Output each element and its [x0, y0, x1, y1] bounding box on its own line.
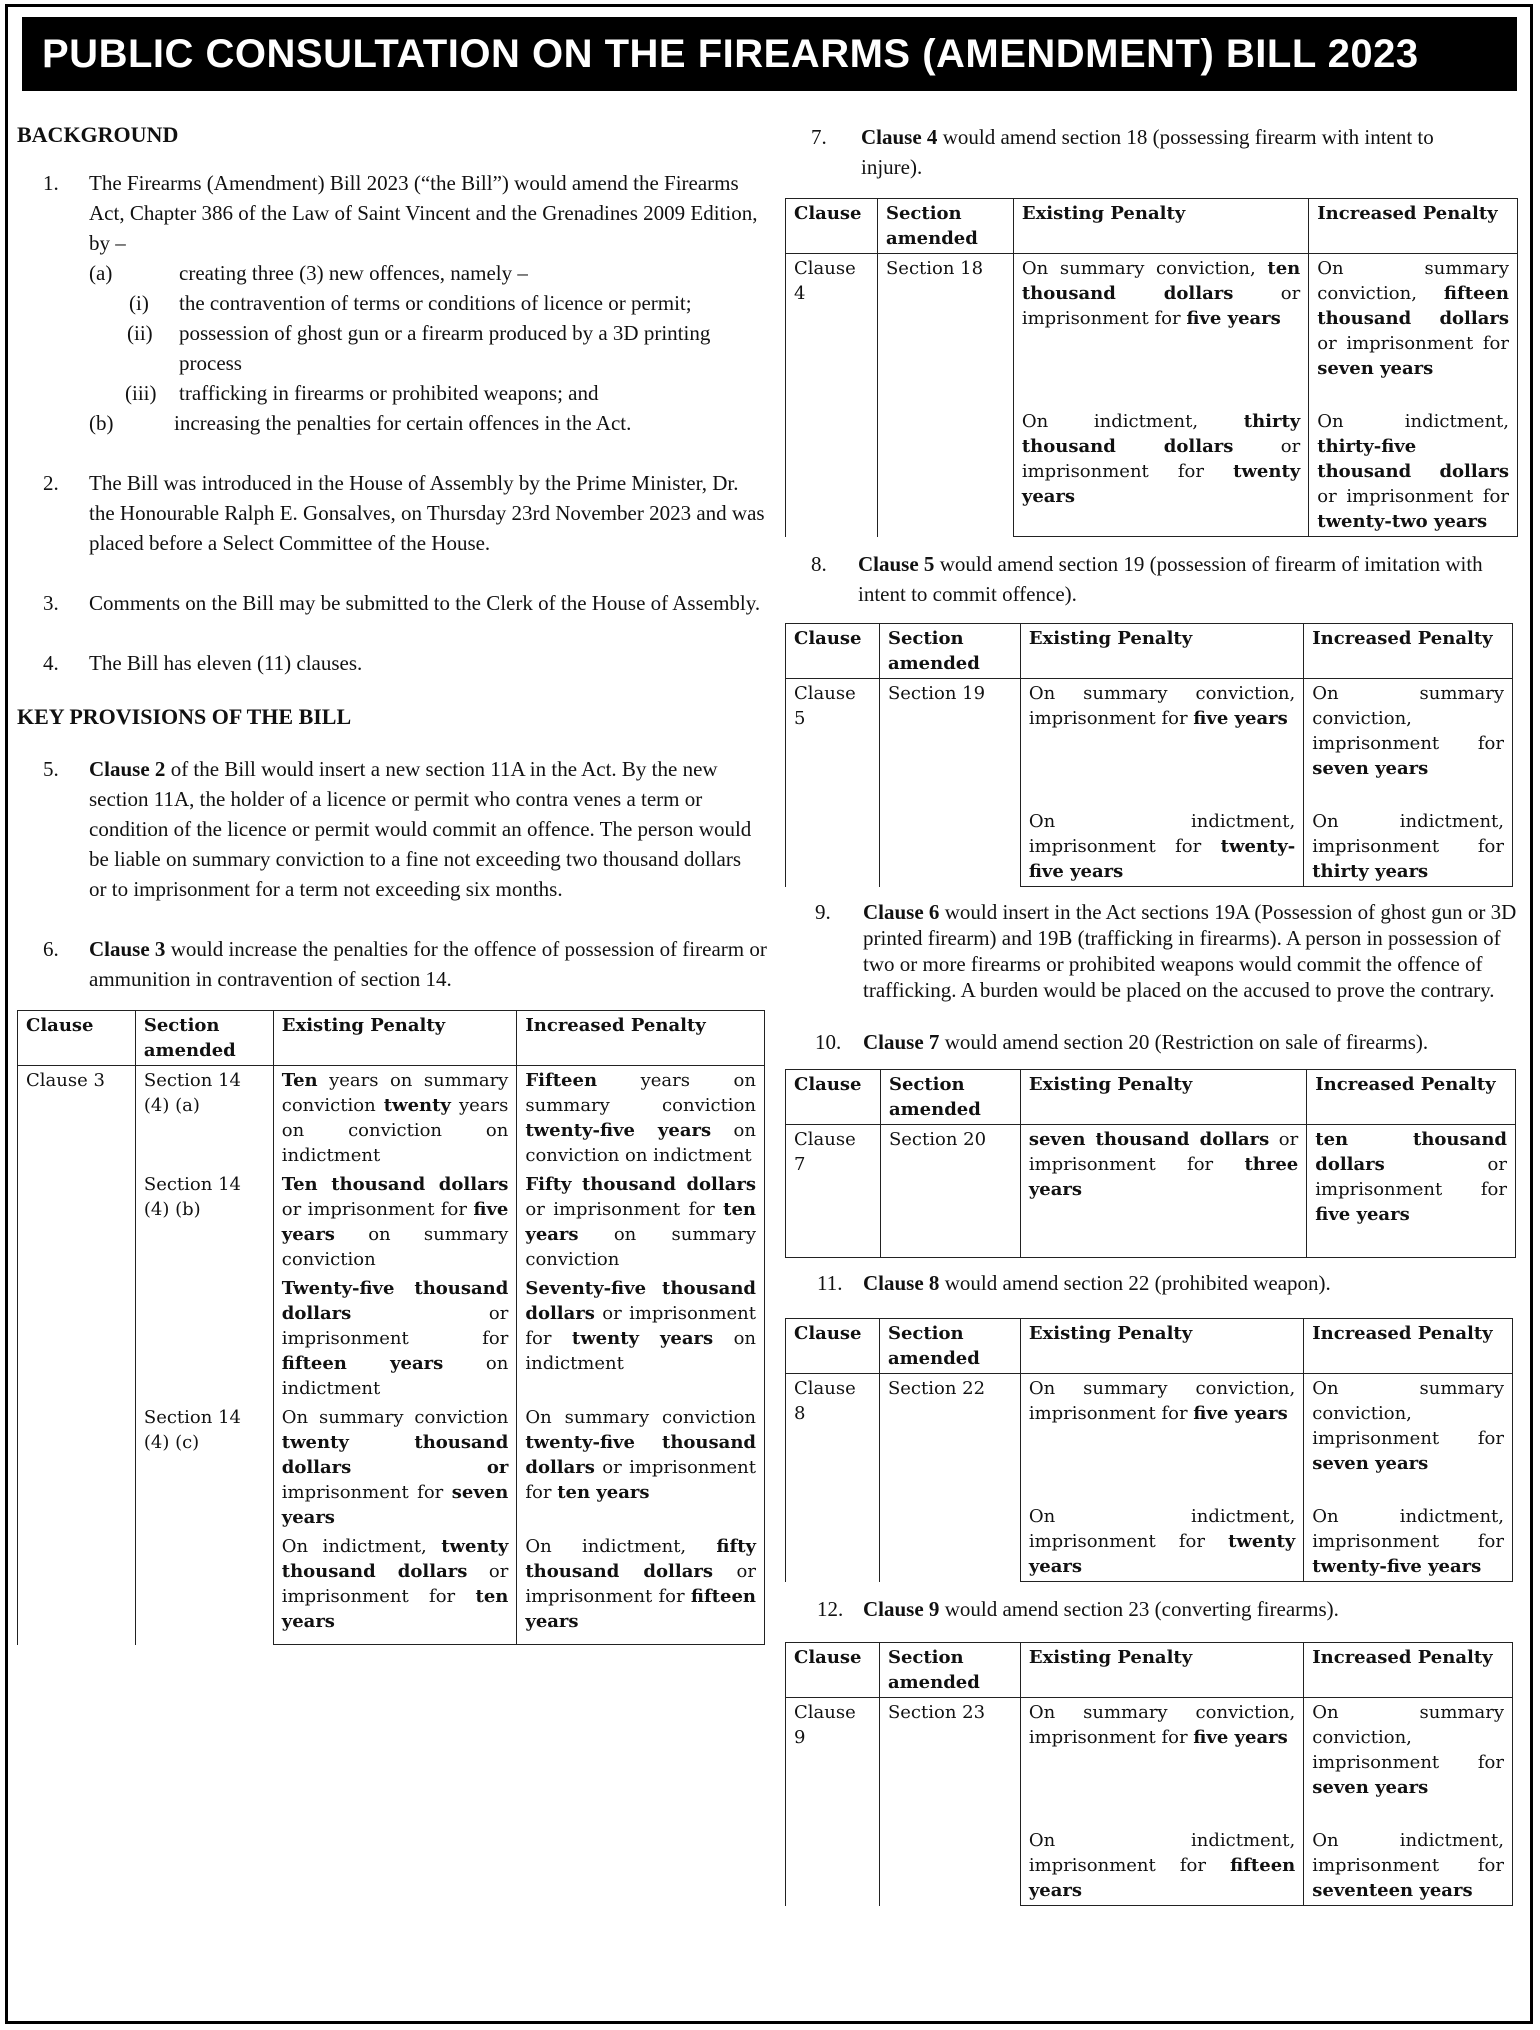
clause-9-table [785, 1642, 1513, 1906]
paragraph-number: 7. [811, 125, 827, 149]
header-clause: Clause [786, 624, 880, 679]
header-increased: Increased Penalty [1304, 1319, 1513, 1374]
clause-ref: Clause 9 [863, 1597, 940, 1621]
header-existing: Existing Penalty [1013, 199, 1308, 254]
paragraph-number: 10. [815, 1030, 842, 1054]
paragraph-8 [785, 549, 1520, 609]
clause-cell: Clause 3 [18, 1066, 136, 1645]
paragraph-text: would amend section 20 (Restriction on sale of firearms). [939, 1030, 1429, 1054]
clause-cell: Clause 4 [786, 254, 878, 537]
item-b [17, 408, 762, 438]
item-label: (iii) [125, 381, 157, 405]
section-cell: Section 20 [880, 1125, 1020, 1258]
header-increased: Increased Penalty [517, 1011, 765, 1066]
paragraph-text: would increase the penalties for the offence of possession of firearm or ammunition in contravention of section 14. [89, 937, 767, 991]
clause-ref: Clause 2 [89, 757, 166, 781]
table-row: On indictment, imprisonment for fifteen years On indictment, imprisonment for seventeen years [786, 1802, 1513, 1906]
table-row: On indictment, imprisonment for twenty years On indictment, imprisonment for twenty-five years [786, 1478, 1513, 1582]
clause-ref: Clause 5 [858, 552, 935, 576]
header-existing: Existing Penalty [273, 1011, 517, 1066]
clause-cell: Clause 8 [786, 1374, 880, 1582]
page-title: PUBLIC CONSULTATION ON THE FIREARMS (AMENDMENT) BILL 2023 [22, 17, 1517, 91]
header-section: Section amended [879, 1643, 1020, 1698]
paragraph-number: 11. [817, 1271, 843, 1295]
paragraph-9 [785, 899, 1520, 1003]
paragraph-text: would insert in the Act sections 19A (Possession of ghost gun or 3D printed firearm) and 19B (trafficking in firearms). A person in possession of two or more firearms or prohibited weapons would commit the offence of trafficking. A burden would be placed on the accused to prove the contrary. [863, 900, 1517, 1002]
paragraph-number: 5. [43, 757, 59, 781]
table-row: Clause 4 Section 18 On summary conviction, ten thousand dollars or imprisonment for five years On summary conviction, fifteen thousand dollars or imprisonment for seven years [786, 254, 1518, 384]
item-label: (ii) [127, 321, 153, 345]
clause-3-table [17, 1010, 765, 1645]
item-iii [17, 378, 762, 408]
header-clause: Clause [786, 1070, 881, 1125]
table-row: On indictment, thirty thousand dollars or imprisonment for twenty years On indictment, thirty-five thousand dollars or imprisonment for twenty-two years [786, 383, 1518, 537]
paragraph-text: The Bill has eleven (11) clauses. [89, 651, 363, 675]
paragraph-number: 3. [43, 591, 59, 615]
header-section: Section amended [877, 199, 1013, 254]
paragraph-text: would amend section 18 (possessing firearm with intent to injure). [861, 125, 1434, 179]
table-row: On indictment, twenty thousand dollars or imprisonment for ten years On indictment, fifty thousand dollars or imprisonment for fifteen years [18, 1532, 765, 1645]
clause-ref: Clause 6 [863, 900, 940, 924]
section-cell: Section 14 (4) (c) [135, 1403, 273, 1645]
paragraph-text: would amend section 23 (converting firearms). [939, 1597, 1339, 1621]
key-provisions-heading: KEY PROVISIONS OF THE BILL [17, 704, 352, 729]
item-text: trafficking in firearms or prohibited weapons; and [179, 381, 599, 405]
paragraph-text: would amend section 22 (prohibited weapon). [939, 1271, 1331, 1295]
section-cell: Section 19 [879, 679, 1020, 887]
table-row: Clause 7 Section 20 seven thousand dollars or imprisonment for three years ten thousand dollars or imprisonment for five years [786, 1125, 1516, 1258]
header-existing: Existing Penalty [1020, 1643, 1303, 1698]
clause-cell: Clause 5 [786, 679, 880, 887]
clause-cell: Clause 7 [786, 1125, 881, 1258]
header-section: Section amended [879, 1319, 1020, 1374]
item-label: (i) [129, 291, 149, 315]
table-row: Clause 3 Section 14 (4) (a) Ten years on summary conviction twenty years on conviction on indictment Fifteen years on summary conviction twenty-five years on conviction on indictment [18, 1066, 765, 1171]
header-section: Section amended [880, 1070, 1020, 1125]
paragraph-10 [785, 1029, 1520, 1055]
paragraph-3 [17, 588, 762, 618]
header-section: Section amended [135, 1011, 273, 1066]
header-clause: Clause [18, 1011, 136, 1066]
header-section: Section amended [879, 624, 1020, 679]
paragraph-4 [17, 648, 762, 678]
header-clause: Clause [786, 199, 878, 254]
table-row: On indictment, imprisonment for twenty-five years On indictment, imprisonment for thirty years [786, 783, 1513, 887]
table-row: Clause 8 Section 22 On summary conviction, imprisonment for five years On summary conviction, imprisonment for seven years [786, 1374, 1513, 1479]
section-cell: Section 14 (4) (a) [135, 1066, 273, 1171]
item-text: creating three (3) new offences, namely – [179, 261, 528, 285]
header-existing: Existing Penalty [1020, 1319, 1303, 1374]
table-row: Section 14 (4) (c) On summary conviction twenty thousand dollars or imprisonment for seven years On summary conviction twenty-five thousand dollars or imprisonment for ten years [18, 1403, 765, 1532]
item-a [17, 258, 762, 288]
section-cell: Section 14 (4) (b) [135, 1170, 273, 1403]
header-existing: Existing Penalty [1020, 624, 1303, 679]
paragraph-number: 4. [43, 651, 59, 675]
item-label: (b) [89, 411, 114, 435]
paragraph-number: 2. [43, 471, 59, 495]
item-text: the contravention of terms or conditions of licence or permit; [179, 291, 692, 315]
clause-7-table [785, 1069, 1516, 1258]
header-clause: Clause [786, 1319, 880, 1374]
item-i [17, 288, 762, 318]
paragraph-number: 6. [43, 937, 59, 961]
header-clause: Clause [786, 1643, 880, 1698]
table-row: Section 14 (4) (b) Ten thousand dollars or imprisonment for five years on summary conviction Fifty thousand dollars or imprisonment for ten years on summary conviction [18, 1170, 765, 1274]
header-increased: Increased Penalty [1304, 1643, 1513, 1698]
paragraph-5 [17, 754, 762, 904]
header-existing: Existing Penalty [1020, 1070, 1306, 1125]
paragraph-1 [17, 168, 762, 258]
clause-ref: Clause 3 [89, 937, 166, 961]
section-cell: Section 22 [879, 1374, 1020, 1582]
left-column [17, 122, 767, 1645]
paragraph-2 [17, 468, 765, 558]
clause-8-table [785, 1318, 1513, 1582]
paragraph-number: 12. [817, 1597, 844, 1621]
header-increased: Increased Penalty [1307, 1070, 1516, 1125]
table-row: Twenty-five thousand dollars or imprisonment for fifteen years on indictment Seventy-five thousand dollars or imprisonment for twenty years on indictment [18, 1274, 765, 1403]
clause-cell: Clause 9 [786, 1698, 880, 1906]
paragraph-12 [785, 1596, 1520, 1622]
section-cell: Section 18 [877, 254, 1013, 537]
paragraph-number: 9. [815, 900, 831, 924]
paragraph-text: would amend section 19 (possession of firearm of imitation with intent to commit offence). [858, 552, 1483, 606]
clause-ref: Clause 4 [861, 125, 938, 149]
header-increased: Increased Penalty [1309, 199, 1518, 254]
item-ii [17, 318, 762, 378]
right-column [785, 122, 1520, 1906]
paragraph-7 [785, 122, 1520, 182]
header-increased: Increased Penalty [1304, 624, 1513, 679]
table-row: Clause 5 Section 19 On summary conviction, imprisonment for five years On summary conviction, imprisonment for seven years [786, 679, 1513, 784]
clause-ref: Clause 8 [863, 1271, 940, 1295]
item-text: possession of ghost gun or a firearm produced by a 3D printing process [179, 321, 711, 375]
item-text: increasing the penalties for certain offences in the Act. [174, 411, 632, 435]
background-heading: BACKGROUND [17, 122, 179, 147]
item-label: (a) [89, 261, 113, 285]
paragraph-11 [785, 1270, 1520, 1296]
paragraph-text: The Firearms (Amendment) Bill 2023 (“the Bill”) would amend the Firearms Act, Chapter 386 of the Law of Saint Vincent and the Grenadines 2009 Edition, by – [89, 171, 758, 255]
paragraph-number: 1. [43, 171, 59, 195]
clause-5-table [785, 623, 1513, 887]
paragraph-6 [17, 934, 767, 994]
clause-ref: Clause 7 [863, 1030, 940, 1054]
paragraph-number: 8. [811, 552, 827, 576]
paragraph-text: Comments on the Bill may be submitted to the Clerk of the House of Assembly. [89, 591, 761, 615]
paragraph-text: of the Bill would insert a new section 11A in the Act. By the new section 11A, the holder of a licence or permit who contra venes a term or condition of the licence or permit would commit an offence. The person would be liable on summary conviction to a fine not exceeding two thousand dollars or to imprisonment for a term not exceeding six months. [89, 757, 752, 901]
table-row: Clause 9 Section 23 On summary conviction, imprisonment for five years On summary conviction, imprisonment for seven years [786, 1698, 1513, 1803]
clause-4-table [785, 198, 1518, 537]
paragraph-text: The Bill was introduced in the House of Assembly by the Prime Minister, Dr. the Honourable Ralph E. Gonsalves, on Thursday 23rd November 2023 and was placed before a Select Committee of the House. [89, 471, 765, 555]
section-cell: Section 23 [879, 1698, 1020, 1906]
